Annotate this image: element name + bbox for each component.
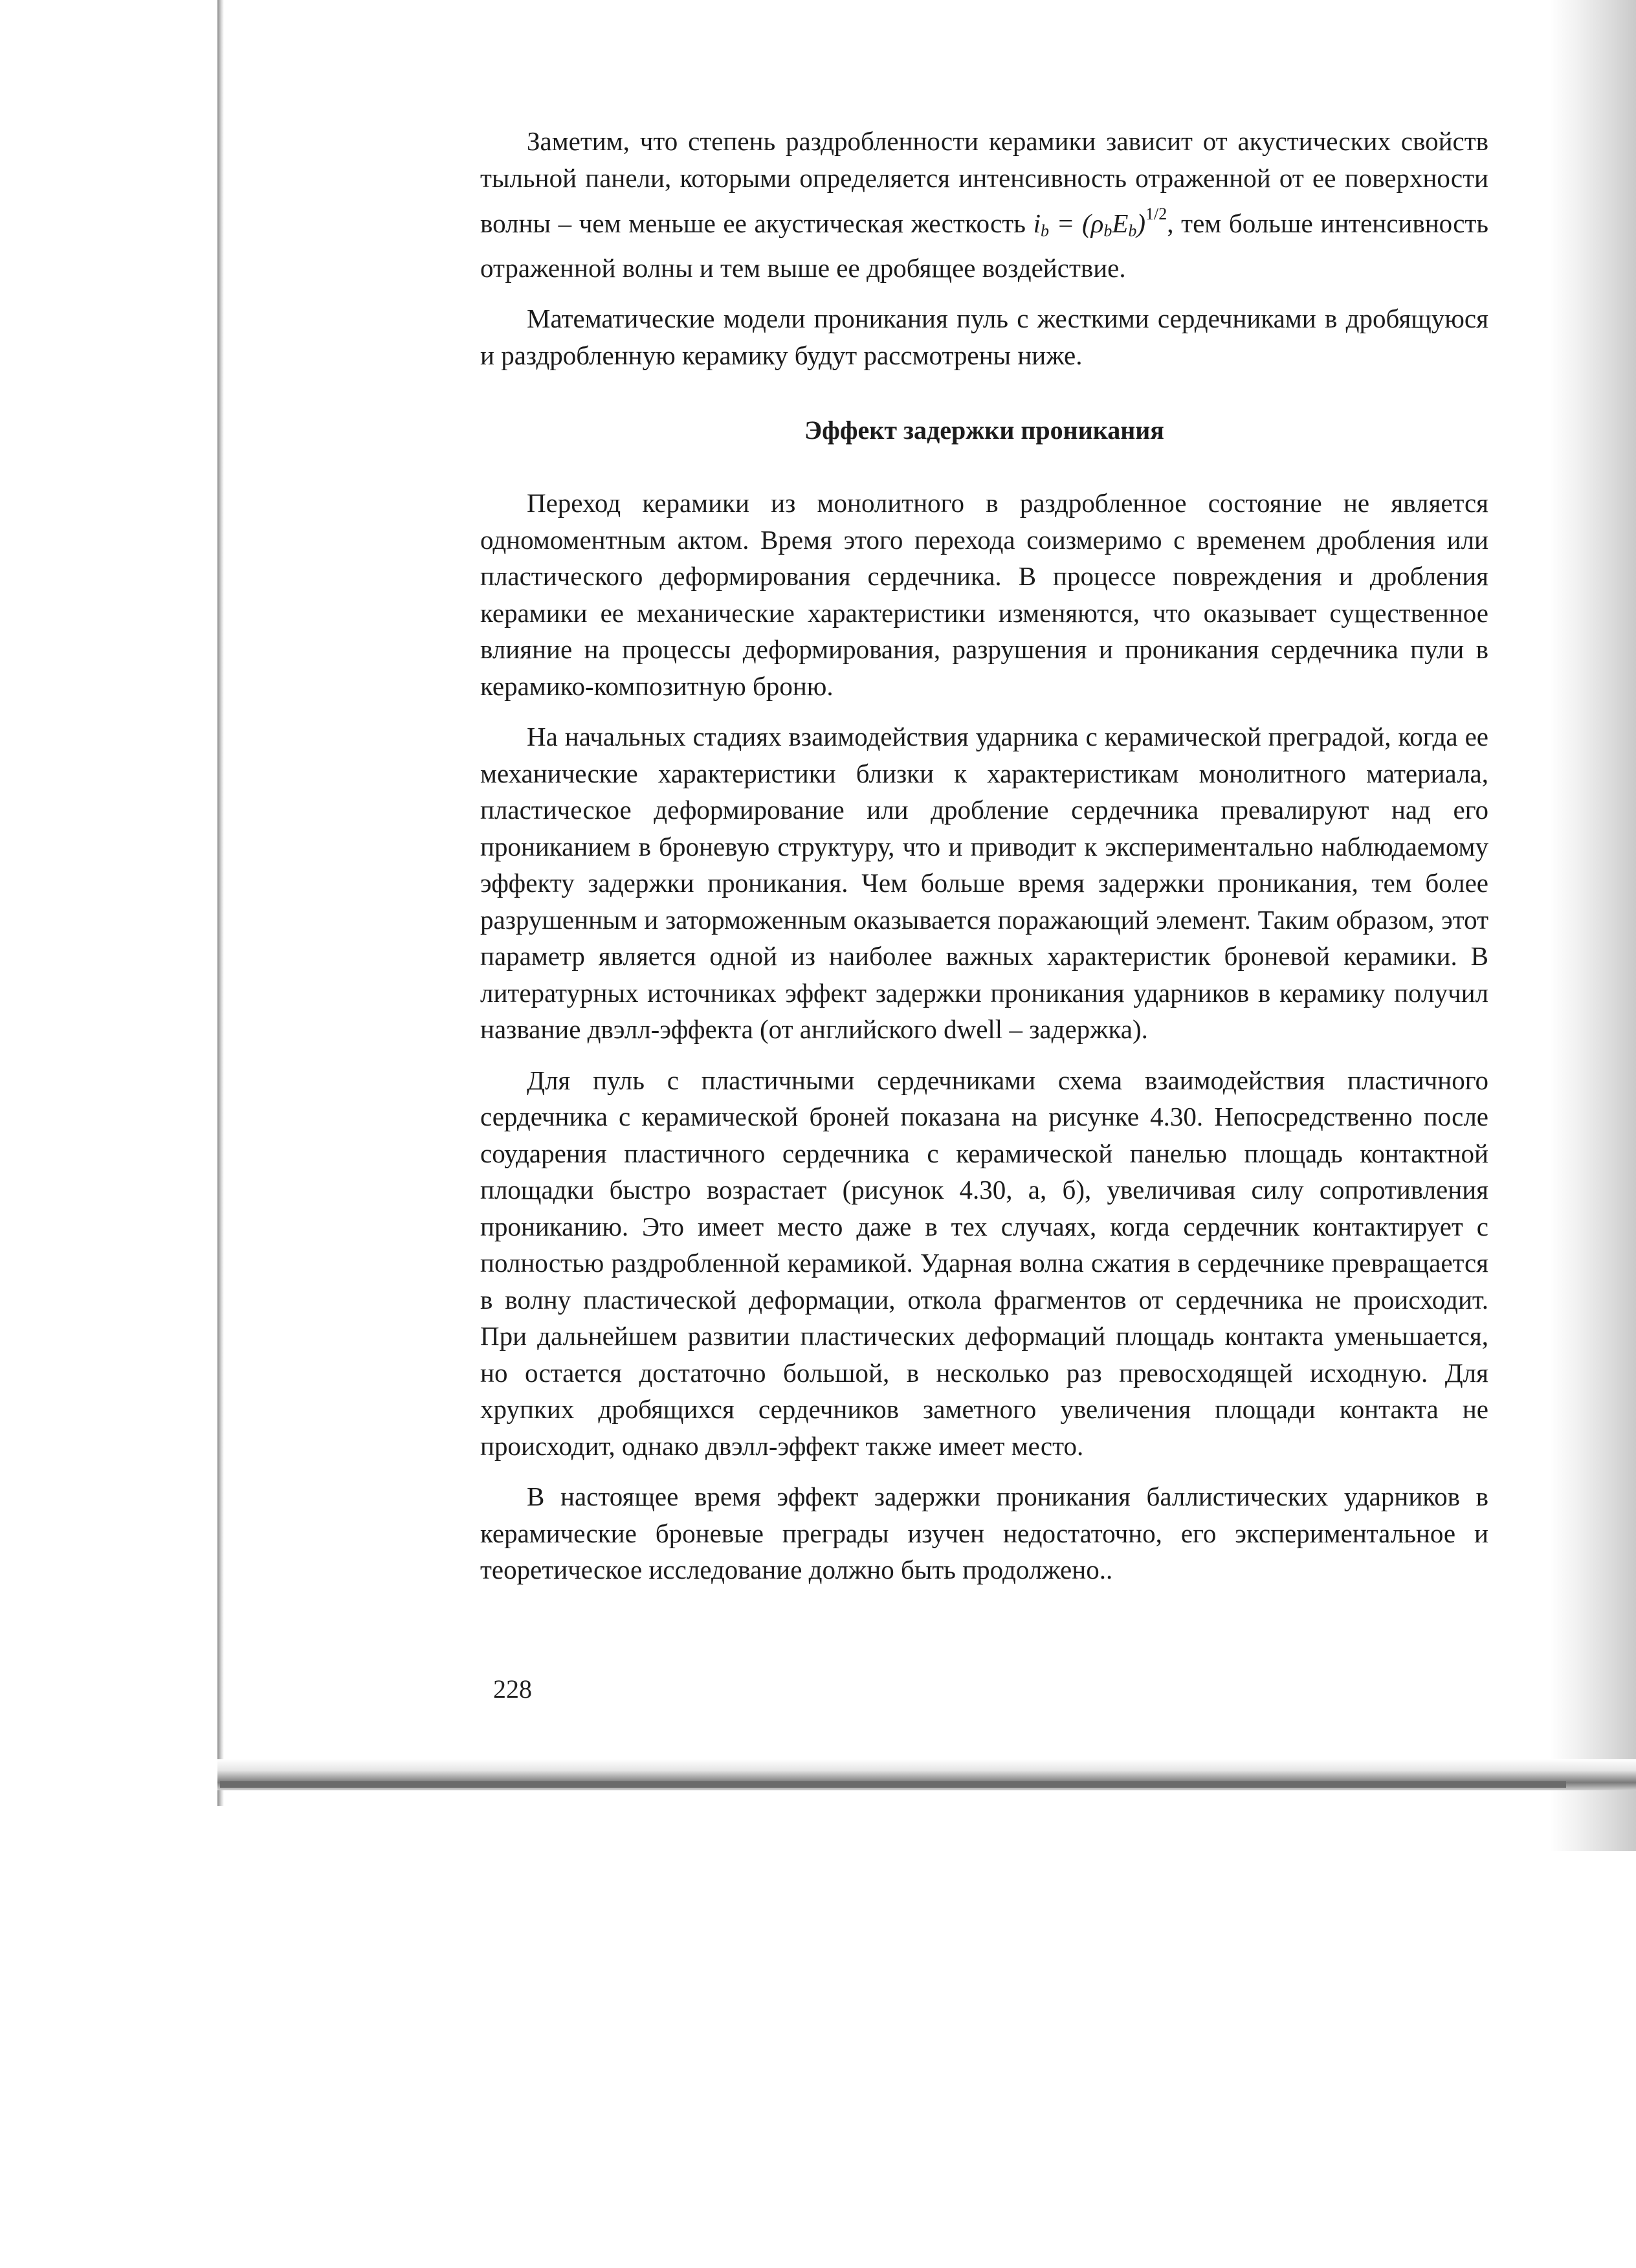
acoustic-stiffness-formula: $i_b = (\rho_bE_b)^{1/2}$ [1033,205,1167,240]
page-number: 228 [493,1674,532,1704]
paragraph-6: В настоящее время эффект задержки проникания баллистических ударников в керамические броневые преграды изучен недостаточно, его экспериментальное и теоретическое исследование должно быть продолжено.. [480,1482,1488,1584]
paragraph-1-text: Заметим, что степень раздробленности керамики зависит от акустических свойств тыльной панели, которыми определяется интенсивность отраженной от ее поверхности волны – чем меньше ее акустическая жесткость [480,126,1488,238]
paragraph-5: Для пуль с пластичными сердечниками схема взаимодействия пластичного сердечника с керамической броней показана на рисунке 4.30. Непосредственно после соударения пластичного сердечника с керамической панелью площадь контактной площадки быстро возрастает (рисунок 4.30, а, б), увеличивая силу сопротивления прониканию. Это имеет место даже в тех случаях, когда сердечник контактирует с полностью раздробленной керамикой. Ударная волна сжатия в сердечнике превращается в волну пластической деформации, откола фрагментов от сердечника не происходит. При дальнейшем развитии пластических деформаций площадь контакта уменьшается, но остается достаточно большой, в несколько раз превосходящей исходную. Для хрупких дробящихся сердечников заметного увеличения площади контакта не происходит, однако двэлл-эффект также имеет место. [480,1065,1488,1461]
paragraph-1 [480,123,1488,286]
paragraph-4: На начальных стадиях взаимодействия ударника с керамической преградой, когда ее механические характеристики близки к характеристикам монолитного материала, пластическое деформирование или дробление сердечника превалируют над его прониканием в броневую структуру, что и приводит к экспериментально наблюдаемому эффекту задержки проникания. Чем больше время задержки проникания, тем более разрушенным и заторможенным оказывается поражающий элемент. Таким образом, этот параметр является одной из наиболее важных характеристик броневой керамики. В литературных источниках эффект задержки проникания ударников в керамику получил название двэлл-эффекта (от английского dwell – задержка). [480,722,1488,1044]
page-text-block [480,123,1488,1588]
scan-left-edge [217,0,224,1806]
paragraph-3: Переход керамики из монолитного в раздробленное состояние не является одномоментным актом. Время этого перехода соизмеримо с временем дробления или пластического деформирования сердечника. В процессе повреждения и дробления керамики ее механические характеристики изменяются, что оказывает существенное влияние на процессы деформирования, разрушения и проникания сердечника пули в керамико-композитную броню. [480,488,1488,701]
scan-bottom-edge [220,1781,1566,1788]
scan-right-shadow [1550,0,1636,1851]
section-heading: Эффект задержки проникания [804,416,1164,445]
paragraph-2: Математические модели проникания пуль с жесткими сердечниками в дробящуюся и раздробленную керамику будут рассмотрены ниже. [480,304,1488,370]
paragraph-1-tail: , тем больше интенсивность отраженной волны и тем выше ее дробящее воздействие. [480,208,1489,283]
